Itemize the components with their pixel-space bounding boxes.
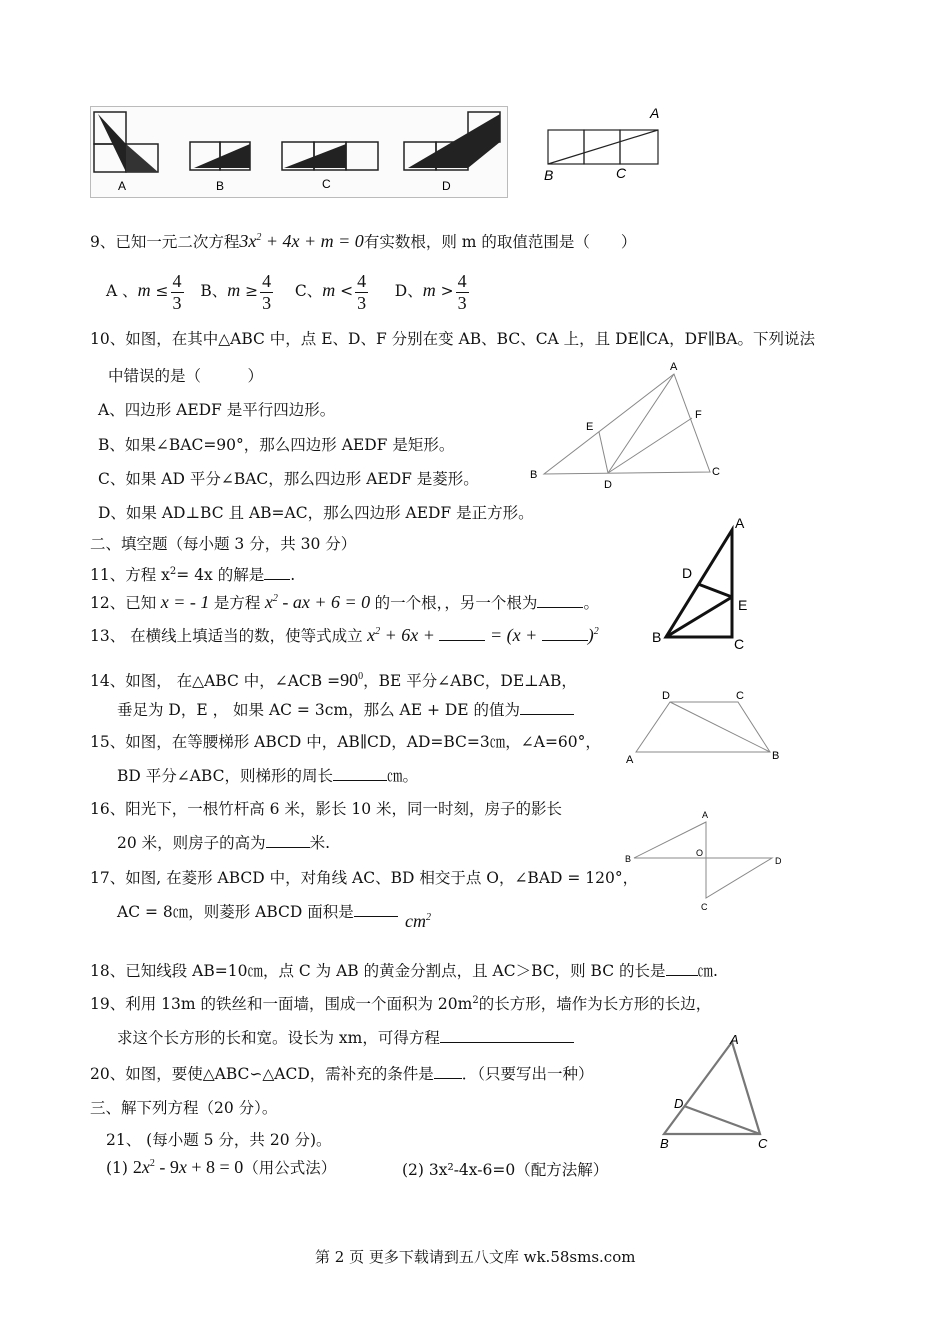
- q10-option-b: B、如果∠BAC=90°，那么四边形 AEDF 是矩形。: [98, 436, 455, 454]
- q10-fig-a: A: [670, 361, 678, 373]
- q14-figure: [648, 512, 758, 652]
- q9-option-b: B、: [200, 282, 228, 300]
- q21-part1: (1) $2x^2 - 9x + 8 = 0$（用公式法）: [106, 1157, 337, 1177]
- q21-part2: (2) 3x²-4x-6=0（配方法解）: [402, 1161, 609, 1179]
- q10-fig-c: C: [712, 466, 720, 478]
- fig8ref-label-b: B: [544, 167, 554, 183]
- q10-stem-line2: 中错误的是（ ）: [108, 367, 264, 385]
- q11: 11、方程 $x^2= 4x$ 的解是 .: [90, 565, 296, 584]
- q20-fig-d: D: [674, 1096, 684, 1111]
- q8-options-figure: [90, 106, 508, 198]
- q17-figure: [622, 806, 792, 914]
- section2-heading: 二、填空题（每小题 3 分，共 30 分）: [90, 535, 357, 553]
- q16-line1: 16、阳光下，一根竹杆高 6 米，影长 10 米，同一时刻，房子的影长: [90, 800, 563, 818]
- q9-option-d: D、: [394, 282, 423, 300]
- q20: 20、如图，要使△ABC∽△ACD，需补充的条件是 ．（只要写出一种）: [90, 1065, 594, 1083]
- q9-option-a: A 、: [106, 282, 138, 300]
- q9-stem: 9、已知一元二次方程$3x^2 + 4x + m = 0$有实数根，则 m 的取值范围是（ ）: [90, 231, 637, 251]
- section3-heading: 三、解下列方程（20 分）。: [90, 1099, 278, 1117]
- q10-fig-e: E: [586, 421, 594, 433]
- q8-reference-figure: [538, 100, 668, 186]
- q17-unit: $cm^2$: [405, 911, 431, 931]
- q17-fig-b: B: [625, 854, 632, 864]
- fig8-label-c: C: [322, 177, 331, 191]
- q14-fig-d: D: [682, 565, 693, 581]
- q10-fig-d: D: [604, 479, 612, 491]
- q15-line2: BD 平分∠ABC，则梯形的周长 ㎝。: [117, 767, 418, 785]
- q20-figure: [654, 1030, 774, 1156]
- fig8ref-label-c: C: [616, 165, 627, 181]
- q19-line1: 19、利用 13m 的铁丝和一面墙，围成一个面积为 $20m^2$的长方形，墙作为长方形的长边，: [90, 994, 712, 1013]
- q17-fig-a: A: [702, 810, 709, 820]
- q10-option-c: C、如果 AD 平分∠BAC，那么四边形 AEDF 是菱形。: [98, 470, 479, 488]
- q20-fig-a: A: [730, 1032, 739, 1047]
- q20-fig-c: C: [758, 1136, 768, 1151]
- q15-fig-a: A: [626, 754, 634, 766]
- q12: 12、已知 x = - 1 是方程 $x^2$ - ax + 6 = 0 的一个根，，另一个根为 。: [90, 592, 599, 612]
- q20-fig-b: B: [660, 1136, 669, 1151]
- page-footer: 第 2 页 更多下载请到五八文库 wk.58sms.com: [315, 1248, 636, 1266]
- q14-fig-b: B: [652, 629, 662, 645]
- q15-fig-b: B: [772, 750, 780, 762]
- q14-fig-c: C: [734, 636, 745, 652]
- q10-stem-line1: 10、如图，在其中△ABC 中，点 E、D、F 分别在变 AB、BC、CA 上，且 DE∥CA，DF∥BA。下列说法: [90, 330, 815, 348]
- q10-option-d: D、如果 AD⊥BC 且 AB=AC，那么四边形 AEDF 是正方形。: [98, 504, 534, 522]
- fig8-label-a: A: [118, 179, 127, 193]
- q14-fig-a: A: [735, 515, 745, 531]
- q17-fig-o: O: [696, 848, 704, 858]
- q17-fig-c: C: [701, 902, 708, 912]
- q10-fig-f: F: [695, 409, 702, 421]
- q21-stem: 21、 (每小题 5 分，共 20 分)。: [106, 1131, 332, 1149]
- q19-line2: 求这个长方形的长和宽。设长为 xm，可得方程: [117, 1026, 574, 1048]
- q17-fig-d: D: [775, 856, 782, 866]
- q15-line1: 15、如图，在等腰梯形 ABCD 中，AB∥CD，AD=BC=3㎝，∠A=60°，: [90, 733, 601, 751]
- q18: 18、已知线段 AB=10㎝，点 C 为 AB 的黄金分割点，且 AC＞BC，则 BC 的长是 ㎝.: [90, 962, 718, 980]
- q16-line2: 20 米，则房子的高为 米.: [117, 834, 331, 852]
- q15-figure: [622, 688, 792, 768]
- q15-fig-c: C: [736, 690, 744, 702]
- q10-figure: [524, 356, 734, 492]
- q13: 13、 在横线上填适当的数，使等式成立 $x^2 + 6x$ + = $(x + )^2$: [90, 625, 599, 645]
- q9-options: A 、m ≤ $\frac{4}{3}$ B、m ≥ $\frac{4}{3}$ C、m < $\frac{4}{3}$ D、m > $\frac{4}{3}$: [106, 270, 467, 313]
- q10-fig-b: B: [530, 469, 538, 481]
- q14-line2: 垂足为 D，E ， 如果 AC = 3cm，那么 AE + DE 的值为: [117, 698, 574, 720]
- q17-line1: 17、如图, 在菱形 ABCD 中，对角线 AC、BD 相交于点 O，∠BAD = 120°，: [90, 869, 639, 887]
- q17-line2: AC = 8㎝，则菱形 ABCD 面积是: [117, 900, 398, 922]
- q10-option-a: A、四边形 AEDF 是平行四边形。: [98, 401, 336, 419]
- q14-fig-e: E: [738, 597, 748, 613]
- q15-fig-d: D: [662, 690, 670, 702]
- fig8-label-d: D: [442, 179, 451, 193]
- fig8ref-label-a: A: [650, 105, 660, 121]
- q9-option-c: C、: [294, 282, 323, 300]
- fig8-label-b: B: [216, 179, 225, 193]
- q14-line1: 14、如图， 在△ABC 中，∠ACB $=90^0$，BE 平分∠ABC，DE⊥AB，: [90, 670, 577, 690]
